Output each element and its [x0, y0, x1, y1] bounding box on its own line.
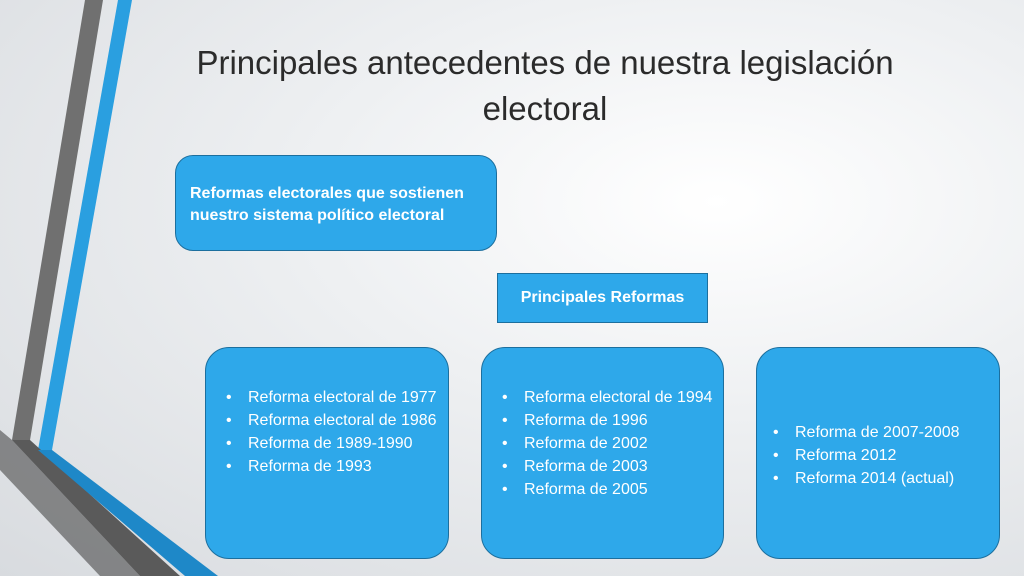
list-item: • Reforma electoral de 1977: [222, 386, 440, 409]
list-item: • Reforma de 2003: [498, 455, 715, 478]
principal-reforms-box: [497, 273, 708, 323]
reforms-column-1: [205, 347, 449, 559]
electoral-reforms-box: Reformas electorales que sostienen nuestro sistema político electoral: [175, 155, 497, 251]
list-item: • Reforma de 2007-2008: [769, 421, 991, 444]
principal-reforms-label: Principales Reformas: [520, 289, 685, 306]
list-item: • Reforma de 2005: [498, 478, 715, 501]
list-item: • Reforma de 1993: [222, 455, 440, 478]
list-item: • Reforma 2014 (actual): [769, 467, 991, 490]
slide-title: Principales antecedentes de nuestra legislación electoral: [196, 44, 894, 127]
list-item: • Reforma de 1996: [498, 409, 715, 432]
list-item: • Reforma 2012: [769, 444, 991, 467]
list-item: • Reforma electoral de 1994: [498, 386, 715, 409]
list-item: • Reforma electoral de 1986: [222, 409, 440, 432]
reforms-column-2: [481, 347, 724, 559]
reforms-column-3: [756, 347, 1000, 559]
list-item: • Reforma de 1989-1990: [222, 432, 440, 455]
list-item: • Reforma de 2002: [498, 432, 715, 455]
